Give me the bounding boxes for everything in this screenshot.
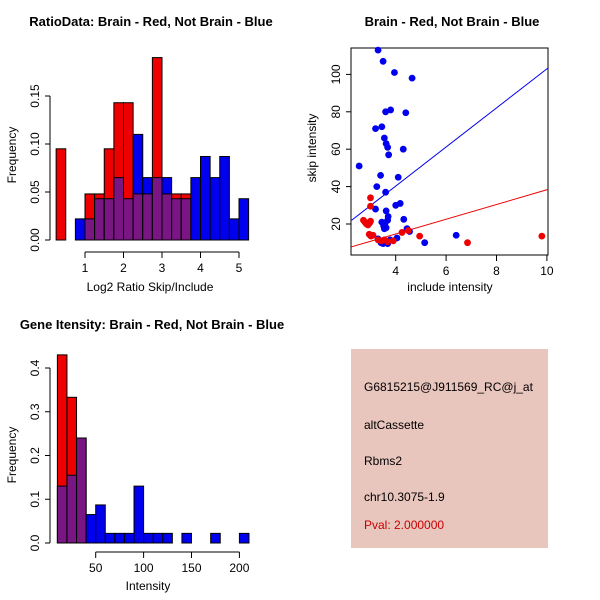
y-tick-label: 0.0 bbox=[28, 534, 42, 552]
gene-intensity-histogram-chart bbox=[0, 300, 300, 600]
x-axis bbox=[89, 552, 250, 575]
data-point bbox=[384, 217, 391, 224]
blue-bar bbox=[124, 533, 134, 543]
blue-bar bbox=[144, 533, 154, 543]
x-tick-label: 200 bbox=[229, 561, 250, 575]
overlap-bar bbox=[67, 475, 77, 543]
data-point bbox=[409, 75, 416, 82]
x-tick-label: 8 bbox=[493, 264, 500, 278]
y-axis bbox=[28, 359, 50, 551]
y-tick-label: 0.00 bbox=[28, 228, 42, 252]
chart-title: Brain - Red, Not Brain - Blue bbox=[364, 14, 540, 29]
data-point bbox=[421, 239, 428, 246]
chart-title: RatioData: Brain - Red, Not Brain - Blue bbox=[29, 14, 273, 29]
y-axis-label: Frequency bbox=[5, 426, 19, 484]
data-point bbox=[385, 151, 392, 158]
y-axis-label: Frequency bbox=[5, 126, 19, 184]
y-axis bbox=[329, 64, 351, 231]
locus-text: chr10.3075-1.9 bbox=[364, 490, 445, 504]
skip-include-scatter-chart bbox=[300, 0, 600, 300]
data-point bbox=[377, 172, 384, 179]
splice-type-text: altCassette bbox=[364, 418, 425, 432]
data-point bbox=[372, 125, 379, 132]
regression-line-blue bbox=[352, 68, 549, 220]
overlap-bar bbox=[77, 438, 87, 543]
overlap-bar bbox=[172, 199, 182, 240]
blue-bar bbox=[220, 156, 230, 240]
data-point bbox=[405, 227, 412, 234]
data-point bbox=[391, 69, 398, 76]
overlap-bar bbox=[104, 199, 114, 240]
y-tick-label: 0.1 bbox=[28, 490, 42, 508]
pval-text: Pval: 2.000000 bbox=[364, 518, 445, 532]
data-point bbox=[416, 233, 423, 240]
y-axis bbox=[28, 84, 50, 252]
x-tick-label: 100 bbox=[133, 561, 154, 575]
data-point bbox=[373, 183, 380, 190]
blue-bar bbox=[163, 533, 173, 543]
overlap-bar bbox=[133, 194, 143, 240]
gene-histogram-panel bbox=[0, 300, 300, 600]
data-point bbox=[397, 200, 404, 207]
data-point bbox=[387, 107, 394, 114]
data-point bbox=[382, 189, 389, 196]
blue-bar bbox=[86, 515, 96, 543]
red-bar bbox=[56, 149, 66, 240]
overlap-bar bbox=[152, 178, 162, 240]
overlap-bar bbox=[143, 194, 153, 240]
data-point bbox=[378, 123, 385, 130]
data-point bbox=[380, 58, 387, 65]
overlap-bar bbox=[85, 219, 95, 240]
data-point bbox=[453, 232, 460, 239]
x-tick-label: 4 bbox=[197, 261, 204, 275]
y-tick-label: 0.4 bbox=[28, 359, 42, 377]
x-tick-label: 4 bbox=[392, 264, 400, 278]
probe-id-text: G6815215@J911569_RC@j_at bbox=[364, 380, 533, 394]
overlap-bar bbox=[124, 199, 134, 240]
blue-bar bbox=[239, 533, 249, 543]
data-point bbox=[367, 194, 374, 201]
blue-bar bbox=[239, 199, 249, 240]
y-tick-label: 40 bbox=[329, 179, 343, 194]
y-tick-label: 0.15 bbox=[28, 84, 42, 108]
data-point bbox=[381, 225, 388, 232]
gene-name-text: Rbms2 bbox=[364, 454, 403, 468]
data-point bbox=[395, 174, 402, 181]
blue-bar bbox=[191, 178, 201, 240]
data-point bbox=[356, 163, 363, 170]
data-point bbox=[464, 239, 471, 246]
x-tick-label: 1 bbox=[81, 261, 89, 275]
data-point bbox=[375, 47, 382, 54]
x-axis bbox=[82, 252, 243, 275]
overlap-bar bbox=[95, 199, 105, 240]
overlap-bar bbox=[181, 199, 191, 240]
blue-bar bbox=[229, 219, 239, 240]
blue-bar bbox=[75, 219, 85, 240]
blue-bar bbox=[211, 533, 221, 543]
x-axis-label: Intensity bbox=[125, 579, 171, 593]
x-tick-label: 10 bbox=[540, 264, 554, 278]
x-tick-label: 150 bbox=[181, 561, 202, 575]
blue-bar bbox=[134, 486, 144, 543]
data-point bbox=[400, 216, 407, 223]
y-tick-label: 0.05 bbox=[28, 180, 42, 204]
blue-bar bbox=[105, 533, 115, 543]
data-point bbox=[367, 203, 374, 210]
data-point bbox=[367, 218, 374, 225]
x-tick-label: 3 bbox=[158, 261, 166, 275]
data-point bbox=[399, 229, 406, 236]
data-point bbox=[370, 232, 377, 239]
scatter-points-blue bbox=[356, 47, 460, 247]
data-point bbox=[400, 146, 407, 153]
y-tick-label: 100 bbox=[329, 64, 343, 85]
histogram-bars bbox=[57, 355, 249, 543]
blue-bar bbox=[182, 533, 192, 543]
y-tick-label: 20 bbox=[329, 217, 343, 231]
blue-bar bbox=[210, 178, 220, 240]
blue-bar bbox=[153, 533, 163, 543]
chart-title: Gene Itensity: Brain - Red, Not Brain - Blue bbox=[19, 317, 285, 332]
x-tick-label: 6 bbox=[442, 264, 450, 278]
x-tick-label: 2 bbox=[120, 261, 127, 275]
histogram-bars bbox=[56, 58, 249, 240]
scatter-panel bbox=[300, 0, 600, 300]
y-tick-label: 60 bbox=[329, 142, 343, 156]
blue-bar bbox=[115, 533, 125, 543]
y-tick-label: 0.3 bbox=[28, 403, 42, 421]
ratio-histogram-chart bbox=[0, 0, 300, 300]
blue-bar bbox=[201, 156, 211, 240]
y-tick-label: 80 bbox=[329, 105, 343, 119]
y-axis-label: skip intensity bbox=[305, 113, 319, 183]
blue-bar bbox=[96, 505, 106, 543]
x-tick-label: 5 bbox=[235, 261, 243, 275]
ratio-histogram-panel bbox=[0, 0, 300, 300]
data-point bbox=[390, 237, 397, 244]
x-axis-label: include intensity bbox=[407, 280, 493, 294]
info-panel bbox=[300, 300, 600, 600]
y-tick-label: 0.10 bbox=[28, 132, 42, 156]
overlap-bar bbox=[57, 486, 67, 543]
x-axis bbox=[392, 255, 554, 278]
data-point bbox=[384, 144, 391, 151]
gene-info-box bbox=[351, 349, 548, 548]
x-tick-label: 50 bbox=[89, 561, 103, 575]
overlap-bar bbox=[162, 194, 172, 240]
y-tick-label: 0.2 bbox=[28, 447, 42, 464]
overlap-bar bbox=[114, 178, 124, 240]
data-point bbox=[402, 109, 409, 116]
x-axis-label: Log2 Ratio Skip/Include bbox=[86, 280, 214, 294]
data-point bbox=[538, 233, 545, 240]
